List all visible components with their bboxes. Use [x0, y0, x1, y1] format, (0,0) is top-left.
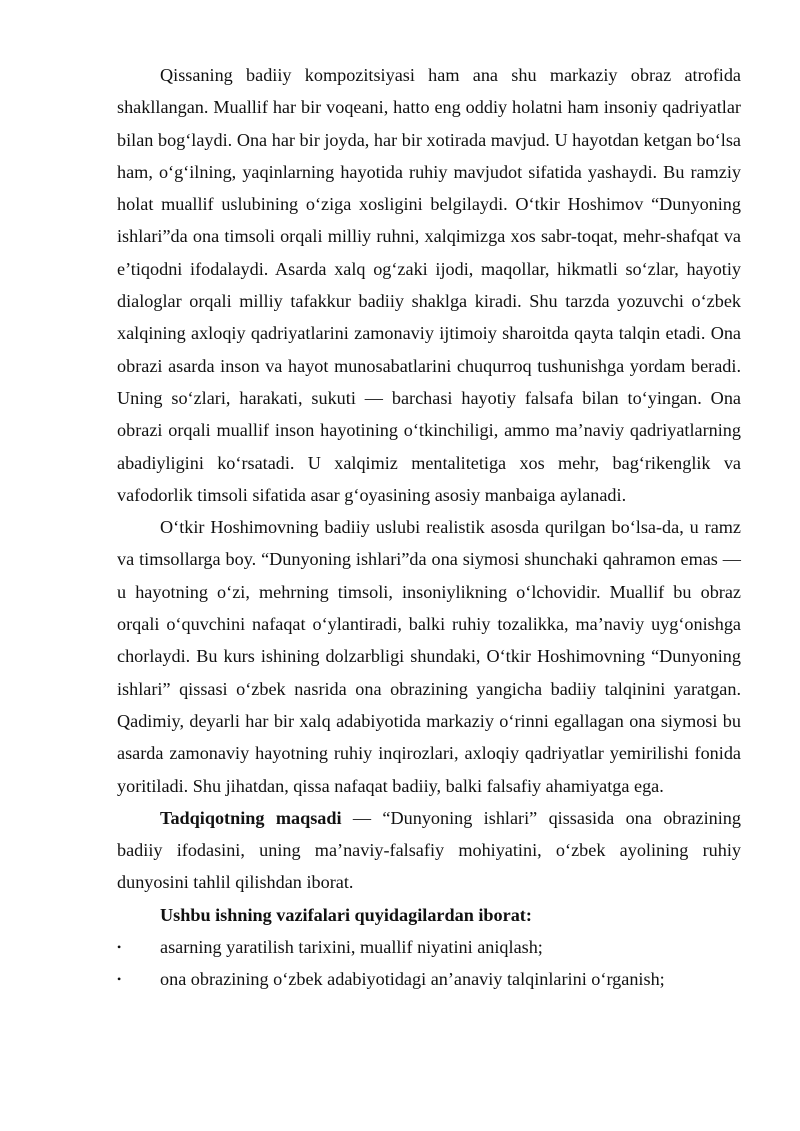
paragraph-composition: Qissaning badiiy kompozitsiyasi ham ana shu markaziy obraz atrofida shakllangan. Muallif har bir voqeani, hatto eng oddiy holatni ham insoniy qadriyatlar bilan bog‘laydi. Ona har bir joyda, har bir xotirada mavjud. U hayotdan ketgan bo‘lsa ham, o‘g‘ilning, yaqinlarning hayotida ruhiy mavjudot sifatida yashaydi. Bu ramziy holat muallif uslubining o‘ziga xosligini belgilaydi. O‘tkir Hoshimov “Dunyoning ishlari”da ona timsoli orqali milliy ruhni, xalqimizga xos sabr-toqat, mehr-shafqat va e’tiqodni ifodalaydi. Asarda xalq og‘zaki ijodi, maqollar, hikmatli so‘zlar, hayotiy dialoglar orqali milliy tafakkur badiiy shaklga kiradi. Shu tarzda yozuvchi o‘zbek xalqining axloqiy qadriyatlarini zamonaviy ijtimoiy sharoitda qayta talqin etadi. Ona obrazi asarda inson va hayot munosabatlarini chuqurroq tushunishga yordam beradi. Uning so‘zlari, harakati, sukuti — barchasi hayotiy falsafa bilan to‘yingan. Ona obrazi orqali muallif inson hayotining o‘tkinchiligi, ammo ma’naviy qadriyatlarning abadiyligini ko‘rsatadi. U xalqimiz mentalitetiga xos mehr, bag‘rikenglik va vafodorlik timsoli sifatida asar g‘oyasining asosiy manbaiga aylanadi.	[117, 65, 741, 505]
paragraph-research-goal	[117, 802, 741, 899]
tasks-heading: Ushbu ishning vazifalari quyidagilardan iborat:	[160, 904, 532, 925]
bullet-icon: •	[117, 972, 122, 987]
task-text: asarning yaratilish tarixini, muallif niyatini aniqlash;	[160, 937, 543, 958]
list-item	[117, 963, 741, 995]
research-goal-text: — “Dunyoning ishlari” qissasida ona obrazining badiiy ifodasini, uning ma’naviy-falsafiy mohiyatini, o‘zbek ayolining ruhiy dunyosini tahlil qilishdan iborat.	[117, 807, 741, 893]
list-item	[117, 931, 741, 963]
tasks-list	[117, 931, 741, 996]
research-goal-label: Tadqiqotning maqsadi	[160, 807, 342, 828]
bullet-icon: •	[117, 940, 122, 955]
paragraph-relevance: O‘tkir Hoshimovning badiiy uslubi realistik asosda qurilgan bo‘lsa-da, u ramz va timsollarga boy. “Dunyoning ishlari”da ona siymosi shunchaki qahramon emas — u hayotning o‘zi, mehrning timsoli, insoniylikning o‘lchovidir. Muallif bu obraz orqali o‘quvchini nafaqat o‘ylantiradi, balki ruhiy tozalikka, ma’naviy uyg‘onishga chorlaydi. Bu kurs ishining dolzarbligi shundaki, O‘tkir Hoshimovning “Dunyoning ishlari” qissasi o‘zbek nasrida ona obrazining yangicha badiiy talqinini yaratgan. Qadimiy, deyarli har bir xalq adabiyotida markaziy o‘rinni egallagan ona siymosi bu asarda zamonaviy hayotning ruhiy inqirozlari, axloqiy qadriyatlar yemirilishi fonida yoritiladi. Shu jihatdan, qissa nafaqat badiiy, balki falsafiy ahamiyatga ega.	[117, 517, 741, 796]
task-text: ona obrazining o‘zbek adabiyotidagi an’anaviy talqinlarini o‘rganish;	[160, 969, 665, 990]
